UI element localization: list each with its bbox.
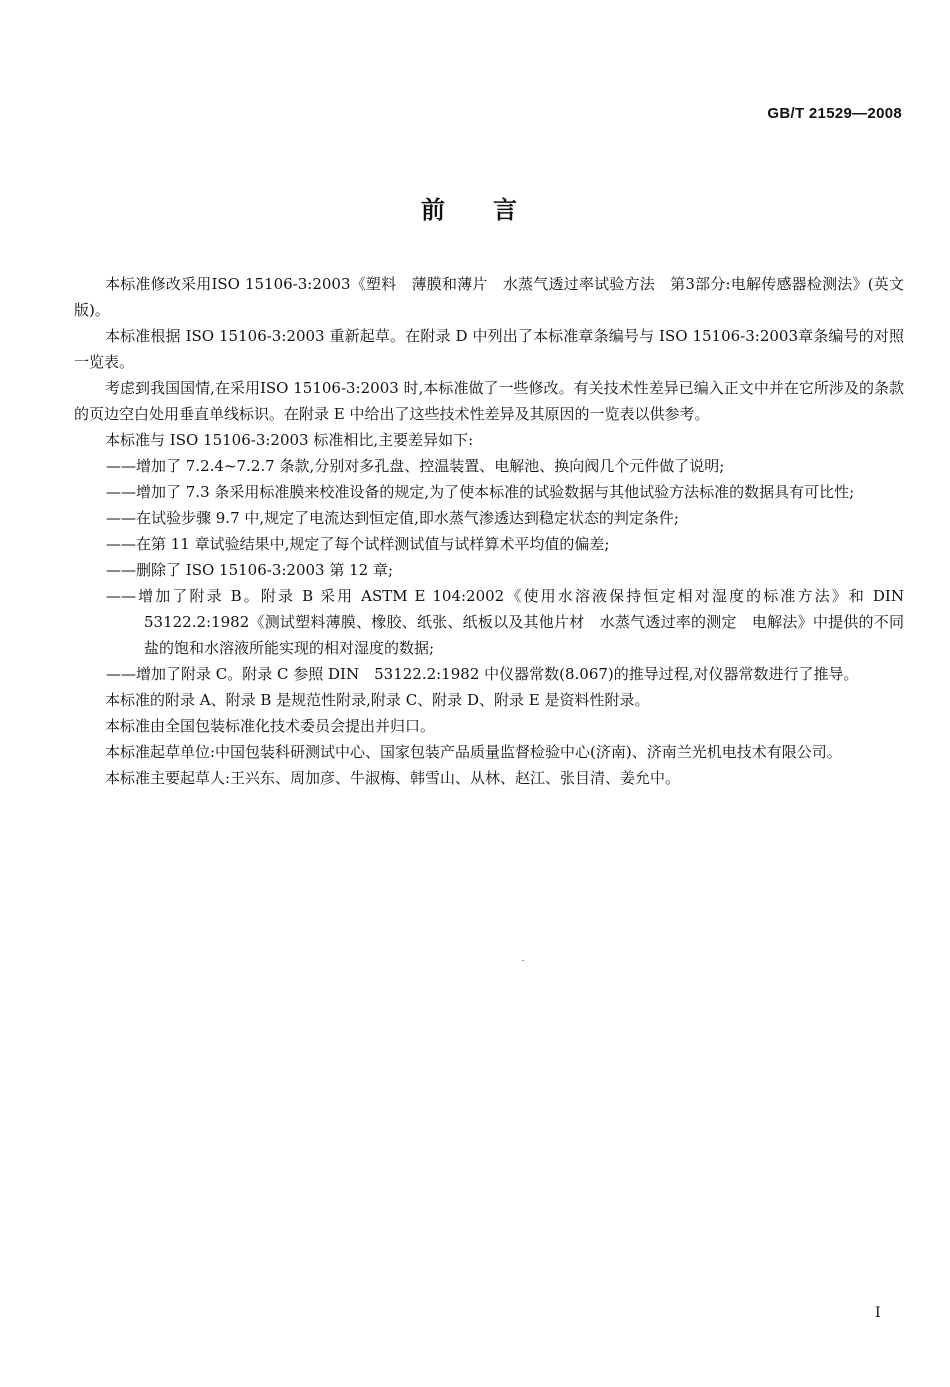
paragraph-differences-intro: 本标准与 ISO 15106-3:2003 标准相比,主要差异如下: — [105, 431, 474, 449]
page-number: I — [875, 1305, 881, 1321]
document-body — [74, 271, 904, 791]
difference-item: ——增加了 7.2.4~7.2.7 条款,分别对多孔盘、控温装置、电解池、换向阀几个元件做了说明; — [106, 457, 725, 475]
difference-item: ——增加了 7.3 条采用标准膜来校准设备的规定,为了使本标准的试验数据与其他试验方法标准的数据具有可比性; — [106, 483, 855, 501]
page-title: 前言 — [421, 196, 565, 224]
scan-speck — [522, 960, 524, 961]
paragraph-drafting-basis: 本标准根据 ISO 15106-3:2003 重新起草。在附录 D 中列出了本标准章条编号与 ISO 15106-3:2003章条编号的对照一览表。 — [74, 327, 904, 371]
paragraph-annexes: 本标准的附录 A、附录 B 是规范性附录,附录 C、附录 D、附录 E 是资料性附录。 — [105, 691, 650, 709]
paragraph-proposer: 本标准由全国包装标准化技术委员会提出并归口。 — [105, 717, 436, 735]
paragraph-adoption: 本标准修改采用ISO 15106-3:2003《塑料 薄膜和薄片 水蒸气透过率试验方法 第3部分:电解传感器检测法》(英文版)。 — [74, 275, 904, 319]
difference-item: ——在第 11 章试验结果中,规定了每个试样测试值与试样算术平均值的偏差; — [106, 535, 610, 553]
difference-item: ——增加了附录 C。附录 C 参照 DIN 53122.2:1982 中仪器常数(8.067)的推导过程,对仪器常数进行了推导。 — [106, 665, 859, 683]
difference-item: ——在试验步骤 9.7 中,规定了电流达到恒定值,即水蒸气渗透达到稳定状态的判定条件; — [106, 509, 679, 527]
paragraph-drafting-units: 本标准起草单位:中国包装科研测试中心、国家包装产品质量监督检验中心(济南)、济南兰光机电技术有限公司。 — [105, 743, 842, 761]
difference-item: ——删除了 ISO 15106-3:2003 第 12 章; — [106, 561, 394, 579]
paragraph-modifications: 考虑到我国国情,在采用ISO 15106-3:2003 时,本标准做了一些修改。有关技术性差异已编入正文中并在它所涉及的条款的页边空白处用垂直单线标识。在附录 E 中给出了这些技术性差异及其原因的一览表以供参考。 — [74, 379, 904, 423]
standard-code: GB/T 21529—2008 — [767, 105, 902, 122]
paragraph-drafters: 本标准主要起草人:王兴东、周加彦、牛淑梅、韩雪山、从林、赵江、张目清、姜允中。 — [105, 769, 681, 787]
difference-item: ——增加了附录 B。附录 B 采用 ASTM E 104:2002《使用水溶液保持恒定相对湿度的标准方法》和 DIN 53122.2:1982《测试塑料薄膜、橡胶、纸张、纸板以及其他片材 水蒸气透过率的测定 电解法》中提供的不同盐的饱和水溶液所能实现的相对湿度的数据; — [106, 587, 904, 657]
